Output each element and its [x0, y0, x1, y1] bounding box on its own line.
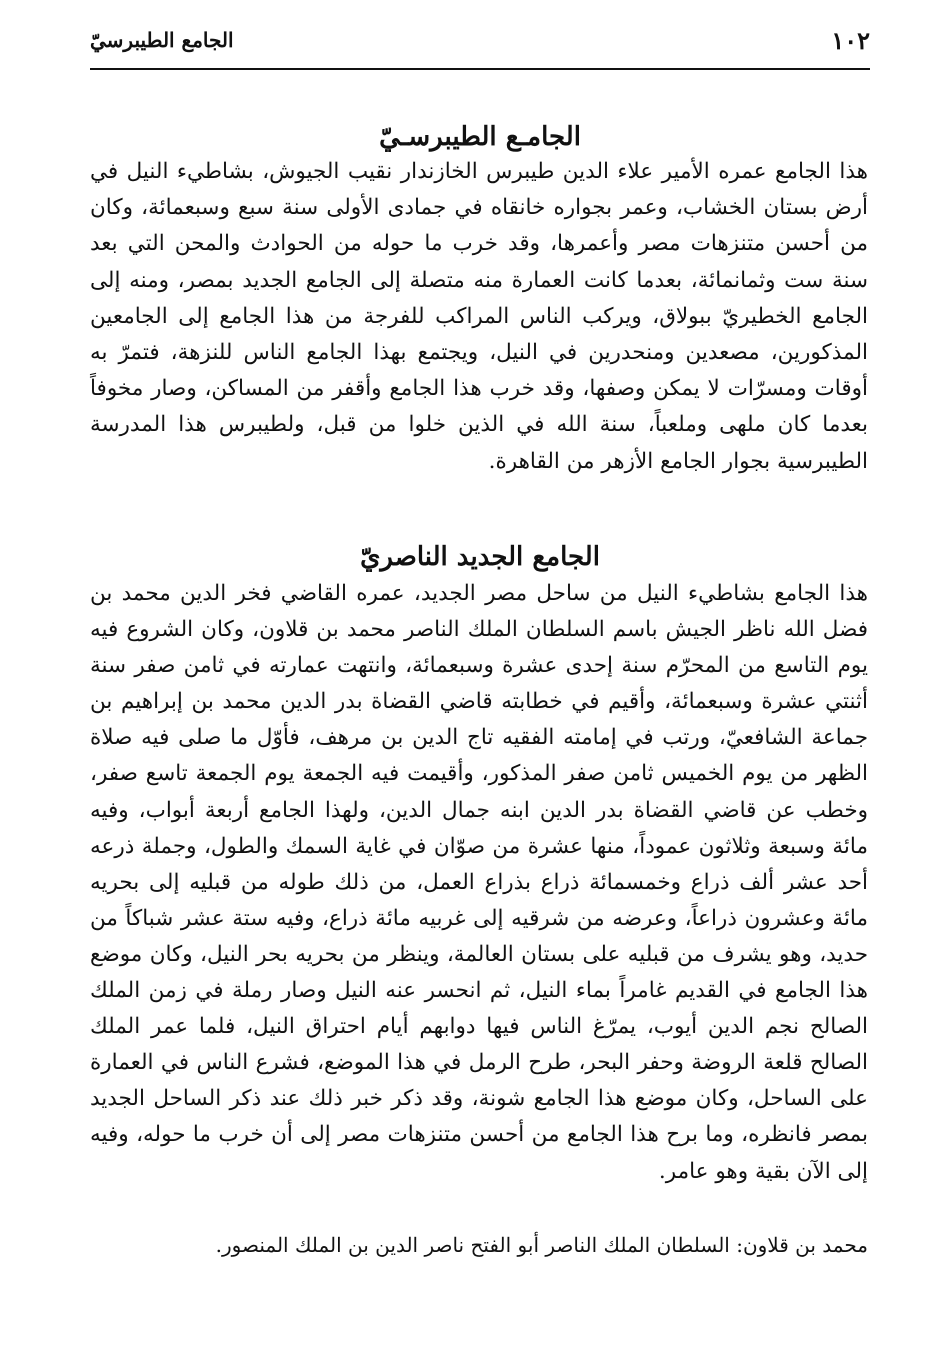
footnote: محمد بن قلاون: السلطان الملك الناصر أبو الفتح ناصر الدين بن الملك المنصور.	[215, 1233, 868, 1257]
running-title: الجامع الطيبرسيّ	[90, 28, 234, 52]
page-number: ١٠٢	[831, 26, 870, 55]
section-body-nasiri: هذا الجامع بشاطيء النيل من ساحل مصر الجديد، عمره القاضي فخر الدين محمد بن فضل الله ناظر الجيش باسم السلطان الملك الناصر محمد بن قلاون، وكان الشروع فيه يوم التاسع من المحرّم سنة إحدى عشرة وسبعمائة، وانتهت عمارته في ثامن صفر سنة أثنتي عشرة وسبعمائة، وأقيم في خطابته قاضي القضاة بدر الدين محمد بن إبراهيم بن جماعة الشافعيّ، ورتب في إمامته الفقيه تاج الدين بن مرهف، فأوّل ما صلى فيه صلاة الظهر من يوم الخميس ثامن صفر المذكور، وأقيمت فيه الجمعة يوم الجمعة تاسع صفر، وخطب عن قاضي القضاة بدر الدين ابنه جمال الدين، ولهذا الجامع أربعة أبواب، وفيه مائة وسبعة وثلاثون عموداً، منها عشرة من صوّان في غاية السمك والطول، وجملة ذرعه أحد عشر ألف ذراع وخمسمائة ذراع بذراع العمل، من ذلك طوله من قبليه إلى بحريه مائة وعشرون ذراعاً، وعرضه من شرقيه إلى غربيه مائة ذراع، وفيه ستة عشر شباكاً من حديد، وهو يشرف من قبليه على بستان العالمة، وينظر من بحريه بحر النيل، وكان موضع هذا الجامع في القديم غامراً بماء النيل، ثم انحسر عنه النيل وصار رملة في زمن الملك الصالح نجم الدين أيوب، يمرّغ الناس فيها دوابهم أيام احتراق النيل، فلما عمر الملك الصالح قلعة الروضة وحفر البحر، طرح الرمل في هذا الموضع، فشرع الناس في العمارة على الساحل، وكان موضع هذا الجامع شونة، وقد ذكر خبر ذلك عند ذكر الساحل الجديد بمصر فانظره، وما برح هذا الجامع من أحسن متنزهات مصر إلى أن خرب ما حوله، وفيه إلى الآن بقية وهو عامر.	[90, 581, 868, 1184]
section-title-nasiri: الجامع الجديد الناصريّ	[360, 541, 600, 572]
section-title-tibarsi: الجامـع الطيبرسـيّ	[379, 121, 581, 152]
page-header	[90, 22, 870, 70]
section-body-tibarsi: هذا الجامع عمره الأمير علاء الدين طيبرس الخازندار نقيب الجيوش، بشاطيء النيل في أرض بستان الخشاب، وعمر بجواره خانقاه في جمادى الأولى سنة سبع وسبعمائة، وكان من أحسن متنزهات مصر وأعمرها، وقد خرب ما حوله من الحوادث والمحن التي بعد سنة ست وثمانمائة، بعدما كانت العمارة منه متصلة إلى الجامع الجديد بمصر، ومنه إلى الجامع الخطيريّ ببولاق، ويركب الناس المراكب للفرجة من هذا الجامع إلى الجامعين المذكورين، مصعدين ومنحدرين في النيل، ويجتمع بهذا الجامع الناس للنزهة، فتمرّ به أوقات ومسرّات لا يمكن وصفها، وقد خرب هذا الجامع وأقفر من المساكن، وصار مخوفاً بعدما كان ملهى وملعباً، سنة الله في الذين خلوا من قبل، ولطيبرس هذا المدرسة الطيبرسية بجوار الجامع الأزهر من القاهرة.	[90, 159, 869, 474]
